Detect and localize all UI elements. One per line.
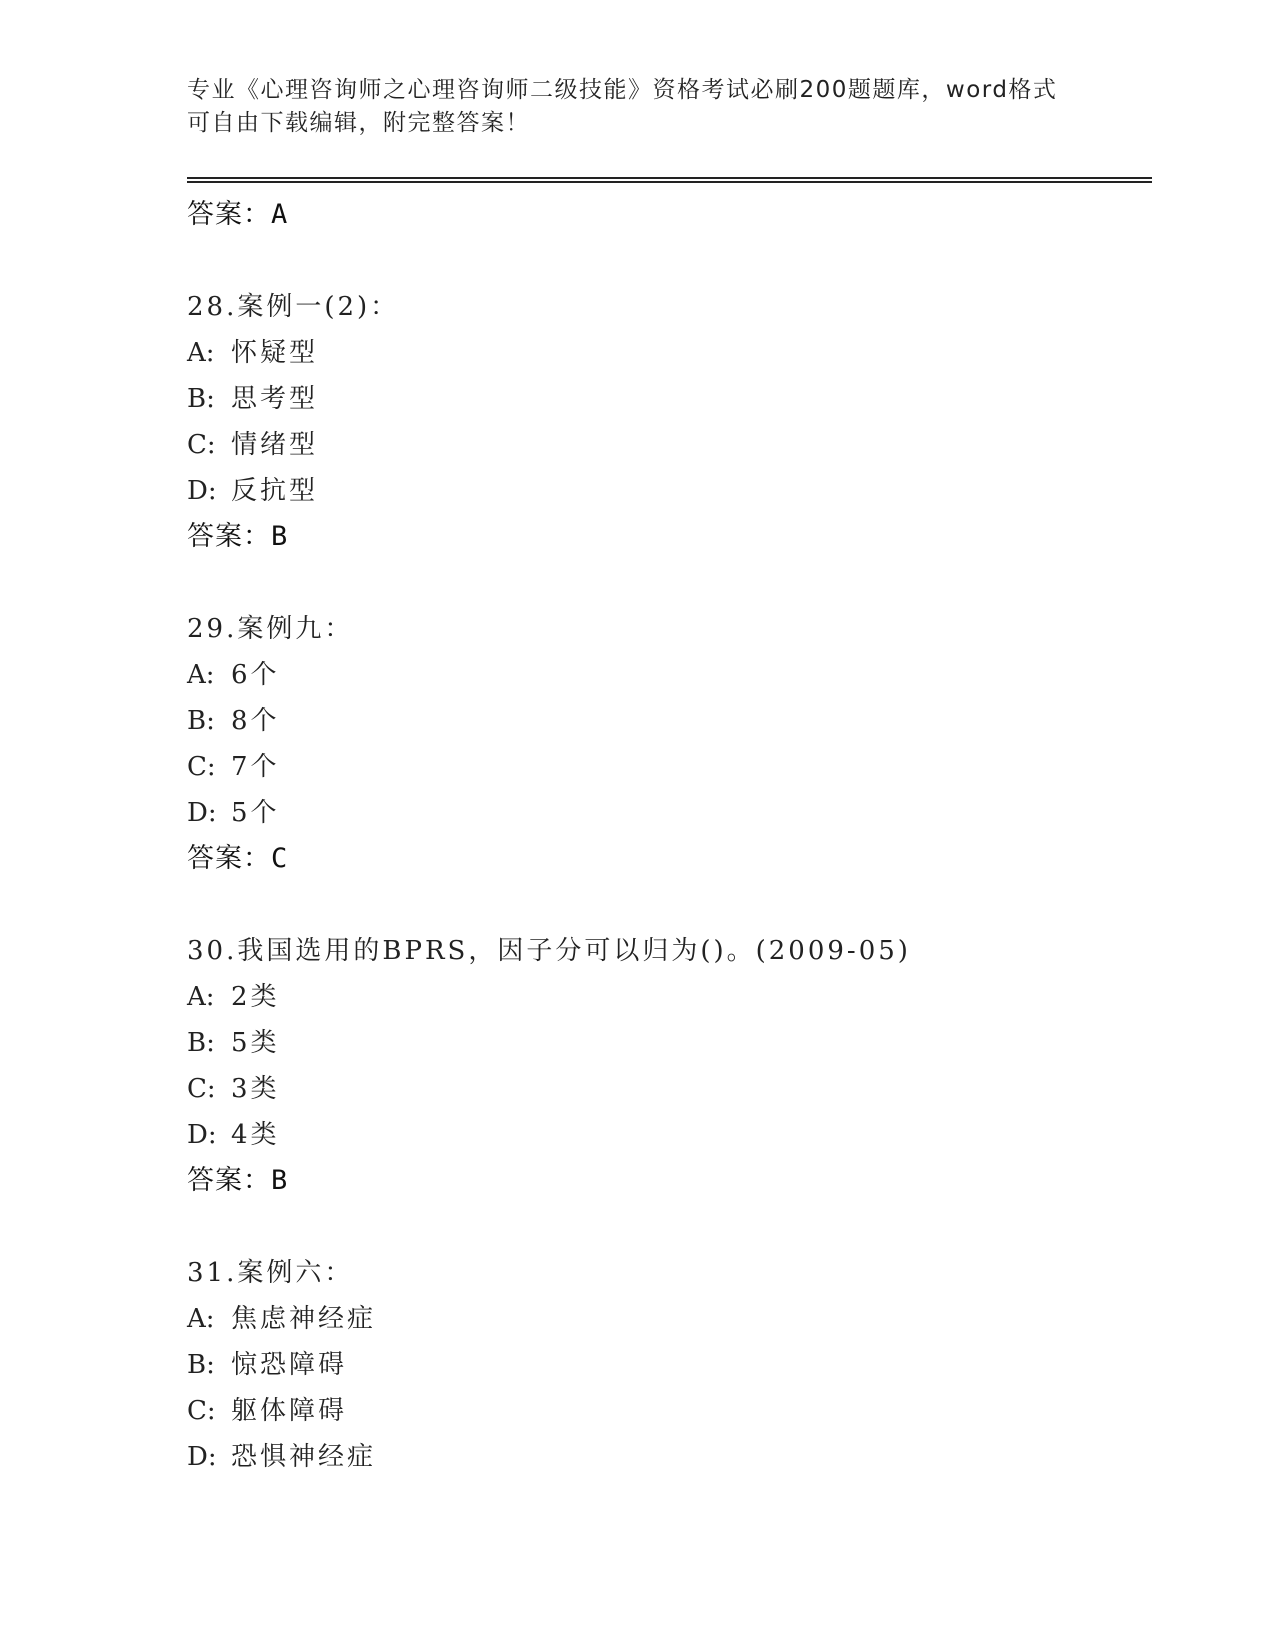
question-block-30: [187, 928, 1147, 1204]
option-c: [187, 1066, 1147, 1112]
option-c: [187, 1388, 1147, 1434]
option-text: 5类: [231, 1028, 280, 1058]
answer-label: 答案：: [187, 199, 271, 230]
option-text: 恐惧神经症: [231, 1442, 377, 1472]
option-key: B:: [187, 1350, 215, 1380]
option-b: [187, 698, 1147, 744]
option-d: [187, 1112, 1147, 1158]
header-divider-bottom: [187, 181, 1152, 183]
option-d: [187, 468, 1147, 514]
option-key: A:: [187, 660, 215, 690]
option-key: B:: [187, 384, 215, 414]
answer-line: [187, 1158, 1147, 1204]
question-block-31: [187, 1250, 1147, 1480]
question-stem: 30.我国选用的BPRS，因子分可以归为()。(2009-05): [187, 936, 911, 966]
answer-value: A: [271, 199, 288, 230]
option-text: 反抗型: [231, 476, 319, 506]
answer-line: [187, 514, 1147, 560]
option-key: D:: [187, 1442, 217, 1472]
option-key: D:: [187, 476, 217, 506]
option-text: 3类: [231, 1074, 280, 1104]
option-d: [187, 790, 1147, 836]
option-key: C:: [187, 752, 216, 782]
option-a: [187, 974, 1147, 1020]
header-title-line-2: 可自由下载编辑，附完整答案！: [187, 110, 530, 136]
header-divider-top: [187, 177, 1152, 179]
option-text: 7个: [231, 752, 280, 782]
option-key: A:: [187, 338, 215, 368]
option-text: 2类: [231, 982, 280, 1012]
document-header: [187, 74, 1087, 140]
option-key: A:: [187, 982, 215, 1012]
option-text: 5个: [231, 798, 280, 828]
answer-value: B: [271, 1165, 288, 1196]
answer-label: 答案：: [187, 843, 271, 874]
question-stem: 28.案例一(2)：: [187, 292, 400, 322]
option-a: [187, 652, 1147, 698]
question-block-29: [187, 606, 1147, 882]
answer-label: 答案：: [187, 1165, 271, 1196]
option-text: 怀疑型: [231, 338, 319, 368]
option-c: [187, 744, 1147, 790]
option-text: 情绪型: [231, 430, 319, 460]
option-key: C:: [187, 1074, 216, 1104]
option-key: D:: [187, 1120, 217, 1150]
question-stem: 31.案例六：: [187, 1258, 354, 1288]
option-text: 思考型: [231, 384, 319, 414]
option-key: A:: [187, 1304, 215, 1334]
spacer: [187, 882, 1147, 928]
option-text: 8个: [231, 706, 280, 736]
option-c: [187, 422, 1147, 468]
question-stem: 29.案例九：: [187, 614, 354, 644]
spacer: [187, 238, 1147, 284]
option-text: 焦虑神经症: [231, 1304, 377, 1334]
option-text: 躯体障碍: [231, 1396, 348, 1426]
option-text: 4类: [231, 1120, 280, 1150]
header-title-line-1: 专业《心理咨询师之心理咨询师二级技能》资格考试必刷200题题库，word格式: [187, 77, 1058, 103]
option-key: B:: [187, 706, 215, 736]
answer-value: C: [271, 843, 288, 874]
option-key: C:: [187, 1396, 216, 1426]
option-text: 6个: [231, 660, 280, 690]
option-key: D:: [187, 798, 217, 828]
spacer: [187, 560, 1147, 606]
answer-line: [187, 836, 1147, 882]
option-text: 惊恐障碍: [231, 1350, 348, 1380]
spacer: [187, 1204, 1147, 1250]
option-key: C:: [187, 430, 216, 460]
option-b: [187, 1342, 1147, 1388]
answer-value: B: [271, 521, 288, 552]
question-list: [187, 192, 1147, 1480]
option-b: [187, 1020, 1147, 1066]
option-d: [187, 1434, 1147, 1480]
option-a: [187, 1296, 1147, 1342]
option-a: [187, 330, 1147, 376]
question-block-28: [187, 284, 1147, 560]
answer-line-prev: [187, 192, 1147, 238]
option-b: [187, 376, 1147, 422]
option-key: B:: [187, 1028, 215, 1058]
answer-label: 答案：: [187, 521, 271, 552]
